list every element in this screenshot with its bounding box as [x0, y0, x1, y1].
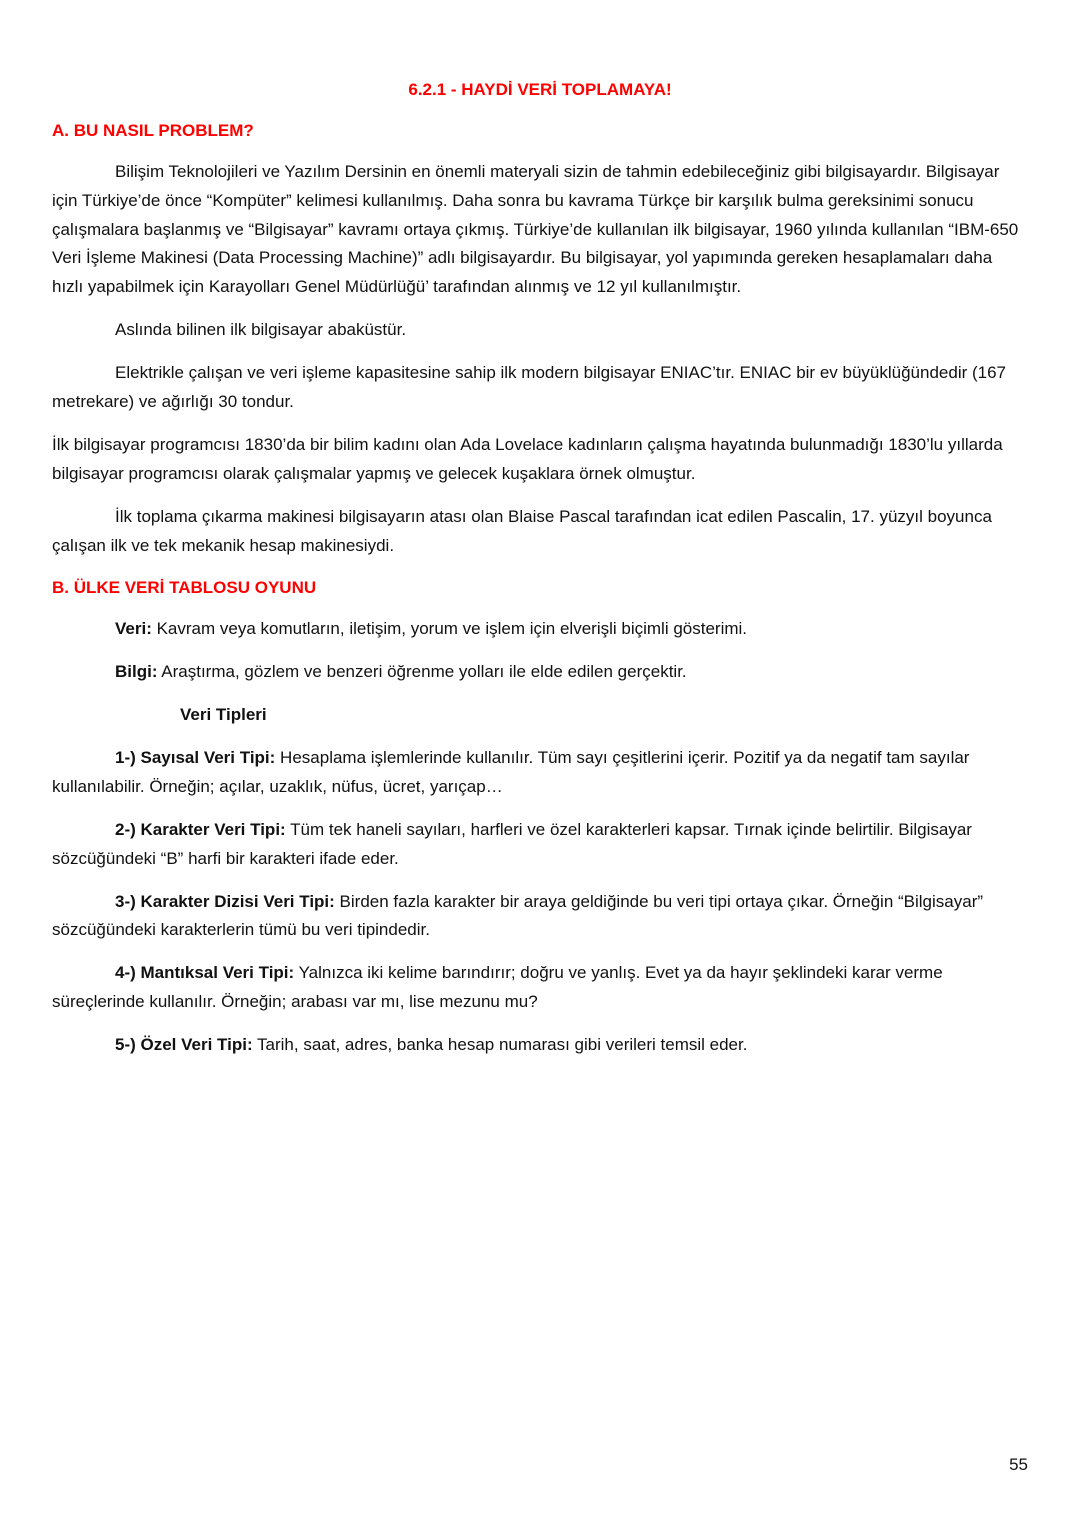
- data-type-numeric-text: Hesaplama işlemlerinde kullanılır. Tüm sayı çeşitlerini içerir. Pozitif ya da negatif tam sayılar kullanılabilir. Örneğin; açılar, uzaklık, nüfus, ücret, yarıçap…: [52, 748, 970, 796]
- section-a-heading: A. BU NASIL PROBLEM?: [52, 120, 254, 140]
- definition-veri: [52, 615, 1028, 644]
- data-type-character: [52, 816, 1028, 874]
- paragraph-pascalin: İlk toplama çıkarma makinesi bilgisayarın atası olan Blaise Pascal tarafından icat edilen Pascalin, 17. yüzyıl boyunca çalışan ilk ve tek mekanik hesap makinesiydi.: [52, 506, 992, 555]
- paragraph-abacus: Aslında bilinen ilk bilgisayar abaküstür.: [115, 320, 407, 340]
- data-type-string: [52, 888, 1028, 946]
- data-type-logical: [52, 959, 1028, 1017]
- data-type-logical-text: Yalnızca iki kelime barındırır; doğru ve yanlış. Evet ya da hayır şeklindeki karar verme süreçlerinde kullanılır. Örneğin; arabası var mı, lise mezunu mu?: [52, 963, 943, 1012]
- definition-veri-term: Veri:: [115, 619, 152, 639]
- data-type-special: [52, 1031, 1028, 1060]
- section-b-heading: B. ÜLKE VERİ TABLOSU OYUNU: [52, 578, 317, 598]
- data-type-special-text: Tarih, saat, adres, banka hesap numarası gibi verileri temsil eder.: [252, 1035, 748, 1055]
- data-type-numeric: [52, 744, 1028, 802]
- data-type-logical-label: 4-) Mantıksal Veri Tipi:: [115, 963, 295, 983]
- data-type-character-label: 2-) Karakter Veri Tipi:: [115, 819, 286, 839]
- paragraph-computer-history: Bilişim Teknolojileri ve Yazılım Dersinin en önemli materyali sizin de tahmin edebileceğiniz gibi bilgisayardır. Bilgisayar için Türkiye’de önce “Kompüter” kelimesi kullanılmış. Daha sonra bu kavrama Türkçe bir karşılık bulma gereksinimi sonucu çalışmalara başlanmış ve “Bilgisayar” kavramı ortaya çıkmış. Türkiye’de kullanılan ilk bilgisayar, 1960 yılında kullanılan “IBM-650 Veri İşleme Makinesi (Data Processing Machine)” adlı bilgisayardır. Bu bilgisayar, yol yapımında gereken hesaplamaları daha hızlı yapabilmek için Karayolları Genel Müdürlüğü’ tarafından alınmış ve 12 yıl kullanılmıştır.: [52, 161, 1019, 297]
- data-type-numeric-label: 1-) Sayısal Veri Tipi:: [115, 748, 276, 768]
- paragraph-ada-lovelace: İlk bilgisayar programcısı 1830’da bir bilim kadını olan Ada Lovelace kadınların çalışma hayatında bulunmadığı 1830’lu yıllarda bilgisayar programcısı olarak çalışmalar yapmış ve gelecek kuşaklara örnek olmuştur.: [52, 434, 1003, 483]
- data-type-special-label: 5-) Özel Veri Tipi:: [115, 1035, 253, 1055]
- definition-bilgi-term: Bilgi:: [115, 662, 158, 682]
- data-type-string-label: 3-) Karakter Dizisi Veri Tipi:: [115, 891, 335, 911]
- definition-bilgi: [52, 658, 1028, 687]
- document-title: 6.2.1 - HAYDİ VERİ TOPLAMAYA!: [408, 80, 672, 99]
- data-types-subheading: Veri Tipleri: [180, 705, 267, 725]
- paragraph-eniac: Elektrikle çalışan ve veri işleme kapasitesine sahip ilk modern bilgisayar ENIAC’tır. ENIAC bir ev büyüklüğündedir (167 metrekare) ve ağırlığı 30 tondur.: [52, 363, 1007, 412]
- page-number: 55: [1009, 1455, 1028, 1474]
- definition-bilgi-text: Araştırma, gözlem ve benzeri öğrenme yolları ile elde edilen gerçektir.: [157, 662, 687, 682]
- data-type-character-text: Tüm tek haneli sayıları, harfleri ve özel karakterleri kapsar. Tırnak içinde belirtilir. Bilgisayar sözcüğündeki “B” harfi bir karakteri ifade eder.: [52, 819, 972, 868]
- data-type-string-text: Birden fazla karakter bir araya geldiğinde bu veri tipi ortaya çıkar. Örneğin “Bilgisayar” sözcüğündeki karakterlerin tümü bu veri tipindedir.: [52, 891, 984, 940]
- definition-veri-text: Kavram veya komutların, iletişim, yorum ve işlem için elverişli biçimli gösterimi.: [151, 619, 748, 639]
